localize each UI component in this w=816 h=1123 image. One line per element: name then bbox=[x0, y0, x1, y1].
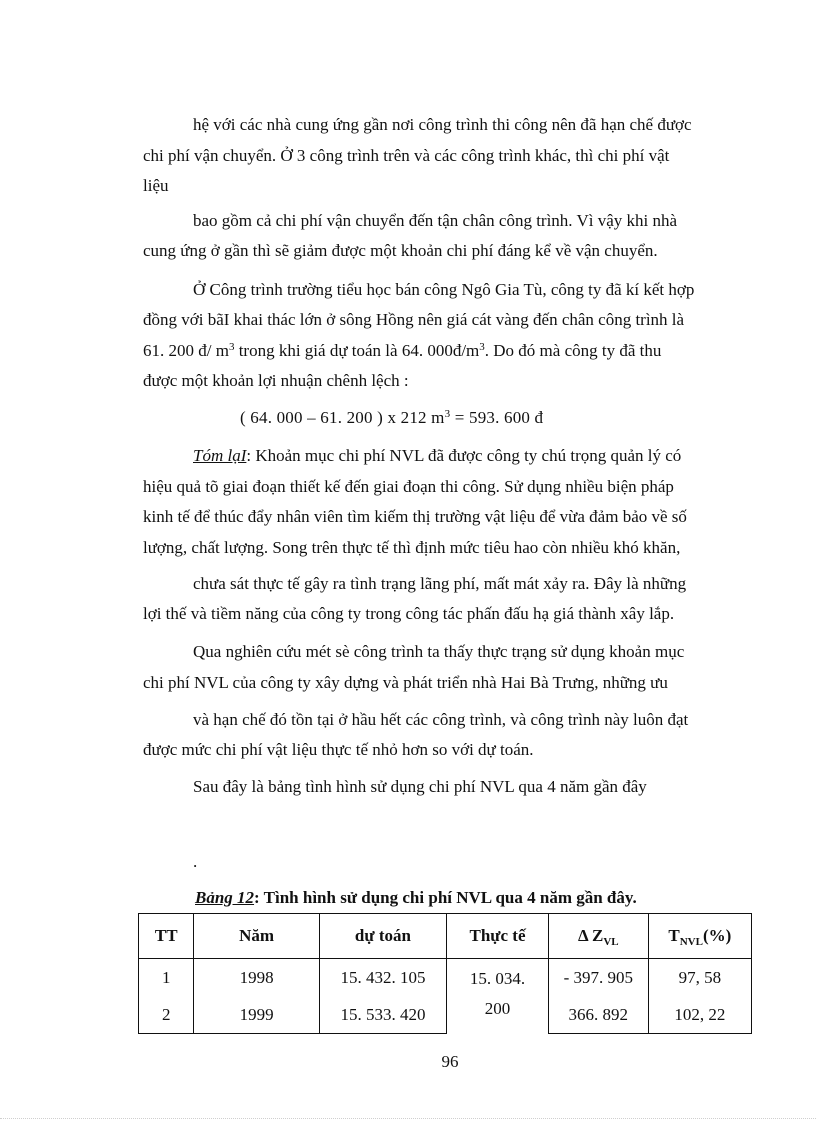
cell-du-toan: 15. 432. 105 bbox=[319, 959, 446, 997]
paragraph-line: hệ với các nhà cung ứng gần nơi công trình thi công nên đã hạn chế được bbox=[193, 115, 692, 134]
table-header-row bbox=[139, 914, 752, 959]
formula bbox=[240, 408, 543, 428]
text-span: : Khoản mục chi phí NVL đã được công ty chú trọng quản lý có bbox=[246, 446, 682, 465]
text-span: = 593. 600 đ bbox=[450, 408, 544, 427]
table-row bbox=[139, 996, 752, 1034]
paragraph-line: được một khoản lợi nhuận chênh lệch : bbox=[143, 371, 409, 390]
header-delta-z-text: Δ Z bbox=[578, 926, 604, 945]
paragraph-line: chi phí NVL của công ty xây dựng và phát triển nhà Hai Bà Trưng, những ưu bbox=[143, 673, 668, 692]
paragraph-line: kinh tế để thúc đẩy nhân viên tìm kiếm thị trường vật liệu để vừa đảm bảo về số bbox=[143, 507, 687, 526]
paragraph-line: được mức chi phí vật liệu thực tế nhỏ hơn so với dự toán. bbox=[143, 740, 534, 759]
page-number: 96 bbox=[441, 1052, 459, 1071]
header-delta-z bbox=[548, 914, 648, 959]
cell-du-toan: 15. 533. 420 bbox=[319, 996, 446, 1034]
table-caption-label: Bảng 12 bbox=[195, 888, 255, 907]
paragraph-line: chi phí vận chuyển. Ở 3 công trình trên và các công trình khác, thì chi phí vật bbox=[143, 146, 670, 165]
text-span: 61. 200 đ/ m bbox=[143, 341, 229, 360]
paragraph-line bbox=[193, 446, 681, 466]
paragraph-line: chưa sát thực tế gây ra tình trạng lãng phí, mất mát xảy ra. Đây là những bbox=[193, 574, 687, 593]
header-nam: Năm bbox=[194, 914, 319, 959]
superscript: 3 bbox=[479, 341, 485, 353]
cell-tt: 1 bbox=[139, 959, 194, 997]
paragraph-line: đồng với bãI khai thác lớn ở sông Hồng nên giá cát vàng đến chân công trình là bbox=[143, 310, 685, 329]
paragraph-line: cung ứng ở gần thì sẽ giảm được một khoản chi phí đáng kể về vận chuyển. bbox=[143, 241, 658, 260]
header-t-text: T bbox=[668, 926, 680, 945]
cell-thuc-te-line2: 200 bbox=[484, 999, 511, 1018]
summary-label: Tóm lạI bbox=[193, 446, 247, 465]
cell-thuc-te bbox=[447, 959, 549, 1034]
paragraph-line: lợi thế và tiềm năng của công ty trong công tác phấn đấu hạ giá thành xây lắp. bbox=[143, 604, 675, 623]
cell-t-nvl: 97, 58 bbox=[648, 959, 751, 997]
header-tt: TT bbox=[139, 914, 194, 959]
paragraph-line: bao gồm cả chi phí vận chuyển đến tận chân công trình. Vì vậy khi nhà bbox=[193, 211, 678, 230]
header-thuc-te: Thực tế bbox=[447, 914, 549, 959]
paragraph-line: và hạn chế đó tồn tại ở hầu hết các công trình, và công trình này luôn đạt bbox=[193, 710, 689, 729]
stray-dot: . bbox=[193, 852, 198, 871]
table-caption-text: : Tình hình sử dụng chi phí NVL qua 4 năm gần đây. bbox=[254, 888, 637, 907]
paragraph-line: Ở Công trình trường tiểu học bán công Ngô Gia Tù, công ty đã kí kết hợp bbox=[193, 280, 695, 299]
paragraph-line: liệu bbox=[143, 176, 169, 195]
cell-t-nvl: 102, 22 bbox=[648, 996, 751, 1034]
header-t-nvl bbox=[648, 914, 751, 959]
footer-divider bbox=[0, 1118, 816, 1119]
text-span: trong khi giá dự toán là 64. 000đ/m bbox=[234, 341, 480, 360]
superscript: 3 bbox=[228, 341, 235, 353]
superscript: 3 bbox=[444, 408, 451, 420]
paragraph-line: hiệu quả tõ giai đoạn thiết kế đến giai đoạn thi công. Sử dụng nhiều biện pháp bbox=[143, 477, 674, 496]
table-row bbox=[139, 959, 752, 997]
cell-thuc-te-line1: 15. 034. bbox=[469, 969, 526, 988]
cell-delta-z: - 397. 905 bbox=[548, 959, 648, 997]
cell-tt: 2 bbox=[139, 996, 194, 1034]
paragraph-line: Sau đây là bảng tình hình sử dụng chi phí NVL qua 4 năm gần đây bbox=[193, 777, 647, 796]
cell-nam: 1998 bbox=[194, 959, 319, 997]
cell-delta-z: 366. 892 bbox=[548, 996, 648, 1034]
header-du-toan: dự toán bbox=[319, 914, 446, 959]
cell-nam: 1999 bbox=[194, 996, 319, 1034]
cost-table bbox=[138, 913, 752, 1034]
paragraph-line: Qua nghiên cứu mét sè công trình ta thấy thực trạng sử dụng khoản mục bbox=[193, 642, 685, 661]
subscript: NVL bbox=[679, 936, 703, 948]
text-span: ( 64. 000 – 61. 200 ) x 212 m bbox=[240, 408, 445, 427]
table-caption bbox=[195, 888, 637, 908]
header-t-tail: (%) bbox=[702, 926, 732, 945]
text-span: . Do đó mà công ty đã thu bbox=[484, 341, 662, 360]
paragraph-line bbox=[143, 341, 661, 361]
subscript: VL bbox=[603, 936, 619, 948]
paragraph-line: lượng, chất lượng. Song trên thực tế thì định mức tiêu hao còn nhiều khó khăn, bbox=[143, 538, 681, 557]
